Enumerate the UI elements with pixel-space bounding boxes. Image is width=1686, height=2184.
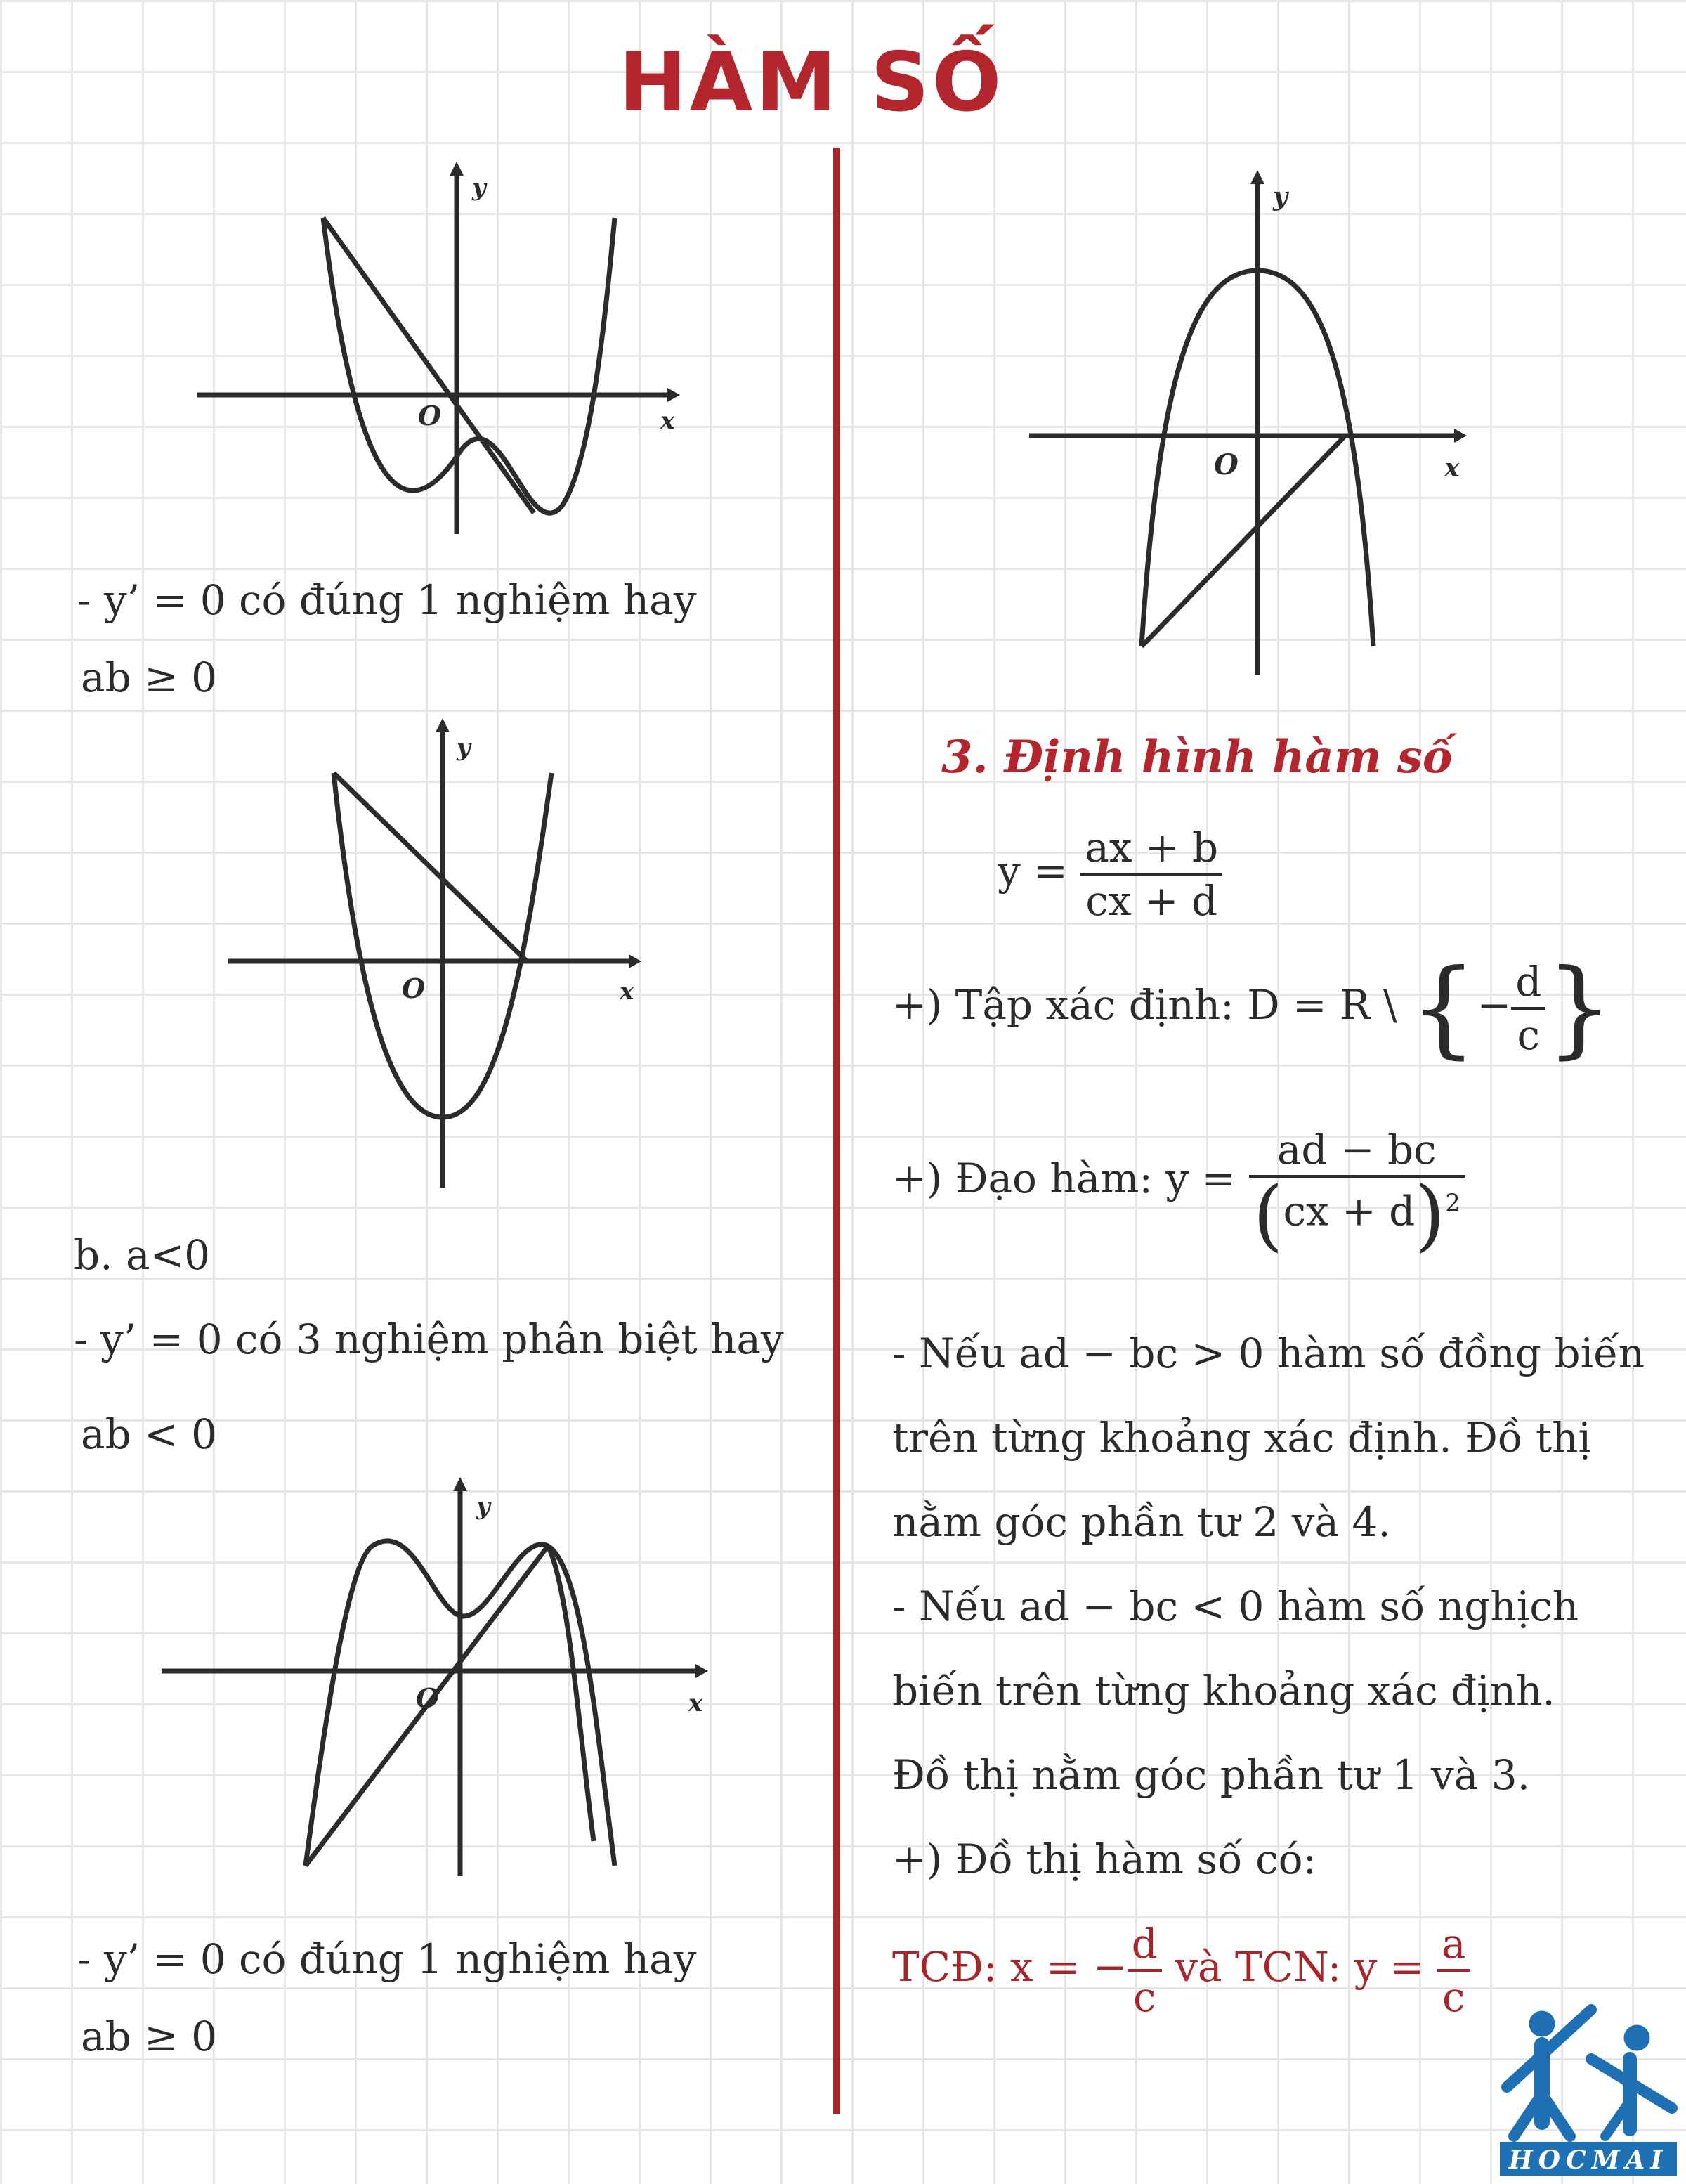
formula-main	[998, 822, 1222, 926]
y-label: y	[457, 734, 471, 762]
x-label: x	[688, 1689, 703, 1717]
tcn-fraction	[1437, 1918, 1470, 2022]
graph-parabola-down	[1019, 162, 1489, 696]
case1-line1: - Nếu ad − bc > 0 hàm số đồng biến	[892, 1330, 1645, 1377]
column-divider	[833, 148, 840, 2114]
tcn-denominator: c	[1437, 1969, 1470, 2022]
case2-line1: - Nếu ad − bc < 0 hàm số nghịch	[892, 1582, 1579, 1630]
x-label: x	[660, 407, 675, 435]
origin-label: O	[1214, 448, 1239, 481]
left-block2-line1: - y’ = 0 có 3 nghiệm phân biệt hay	[74, 1315, 784, 1363]
formula-numerator: ax + b	[1085, 824, 1219, 871]
formula-lhs: y =	[998, 847, 1068, 895]
graph-quartic-m-shape	[148, 1469, 724, 1890]
deriv-den-expr: cx + d	[1283, 1187, 1416, 1235]
origin-label: O	[416, 1682, 440, 1714]
logo-head-left	[1529, 2011, 1555, 2036]
x-axis-arrow	[1454, 429, 1467, 443]
y-axis-arrow	[450, 162, 464, 176]
tcd-denominator: c	[1128, 1969, 1162, 2022]
formula-fraction	[1080, 822, 1222, 926]
derivative-line	[892, 1124, 1465, 1260]
domain-minus: −	[1477, 981, 1512, 1029]
case2-line3: Đồ thị nằm góc phần tư 1 và 3.	[892, 1751, 1531, 1799]
deriv-label: +) Đạo hàm:	[892, 1155, 1153, 1203]
curve-line	[323, 218, 534, 513]
x-label: x	[1444, 453, 1460, 483]
case-b-label: b. a<0	[74, 1231, 211, 1279]
y-label: y	[476, 1493, 490, 1521]
hocmai-logo	[1493, 2003, 1682, 2178]
graph-quartic-one-min	[183, 155, 688, 548]
left-block1-line2: ab ≥ 0	[81, 654, 218, 701]
origin-label: O	[418, 400, 442, 431]
logo-text: HOCMAI	[1508, 2145, 1668, 2175]
y-label: y	[472, 174, 486, 202]
y-axis-arrow	[453, 1477, 467, 1491]
y-label: y	[1273, 182, 1288, 212]
brace-close: }	[1546, 947, 1613, 1070]
paren-close: )	[1415, 1169, 1446, 1260]
x-label: x	[620, 977, 634, 1006]
domain-label: +) Tập xác định:	[892, 981, 1234, 1029]
page-title: HÀM SỐ	[618, 35, 1005, 130]
left-block2-line2: ab < 0	[81, 1410, 218, 1458]
paren-open: (	[1253, 1169, 1283, 1260]
tcn-label: và TCN: y =	[1175, 1943, 1425, 1991]
domain-denominator: c	[1511, 1007, 1546, 1060]
domain-numerator: d	[1515, 958, 1542, 1006]
deriv-lhs: y =	[1165, 1155, 1236, 1203]
formula-denominator: cx + d	[1080, 873, 1222, 926]
section-heading: 3. Định hình hàm số	[941, 731, 1453, 784]
logo-head-right	[1624, 2025, 1649, 2050]
origin-label: O	[402, 973, 426, 1004]
domain-expr: D = R \	[1247, 981, 1397, 1029]
left-block1-line1: - y’ = 0 có đúng 1 nghiệm hay	[77, 576, 697, 624]
tcn-numerator: a	[1441, 1920, 1466, 1968]
left-block3-line1: - y’ = 0 có đúng 1 nghiệm hay	[77, 1935, 697, 1983]
deriv-exponent: 2	[1445, 1189, 1460, 1217]
curve-line	[334, 773, 527, 961]
domain-fraction	[1511, 956, 1546, 1060]
curve-w	[323, 218, 615, 513]
y-axis-arrow	[436, 718, 450, 732]
asymptotes-line	[892, 1918, 1470, 2022]
case1-line2: trên từng khoảng xác định. Đồ thị	[892, 1414, 1592, 1462]
y-axis-arrow	[1250, 170, 1264, 184]
deriv-denominator	[1249, 1169, 1465, 1260]
left-block3-line2: ab ≥ 0	[81, 2013, 218, 2060]
tcd-fraction	[1128, 1918, 1162, 2022]
graph-parabola-up	[218, 710, 653, 1195]
x-axis-arrow	[667, 388, 680, 402]
deriv-numerator: ad − bc	[1276, 1126, 1437, 1174]
x-axis-arrow	[695, 1664, 708, 1678]
case2-line2: biến trên từng khoảng xác định.	[892, 1667, 1555, 1715]
x-axis-arrow	[629, 954, 641, 968]
domain-line	[892, 947, 1613, 1070]
curve-line	[1142, 436, 1345, 646]
case1-line3: nằm góc phần tư 2 và 4.	[892, 1498, 1391, 1546]
tcd-label: TCĐ: x = −	[892, 1943, 1128, 1991]
graph-has-label: +) Đồ thị hàm số có:	[892, 1835, 1317, 1883]
brace-open: {	[1410, 947, 1477, 1070]
deriv-fraction	[1249, 1124, 1465, 1260]
tcd-numerator: d	[1131, 1920, 1158, 1968]
